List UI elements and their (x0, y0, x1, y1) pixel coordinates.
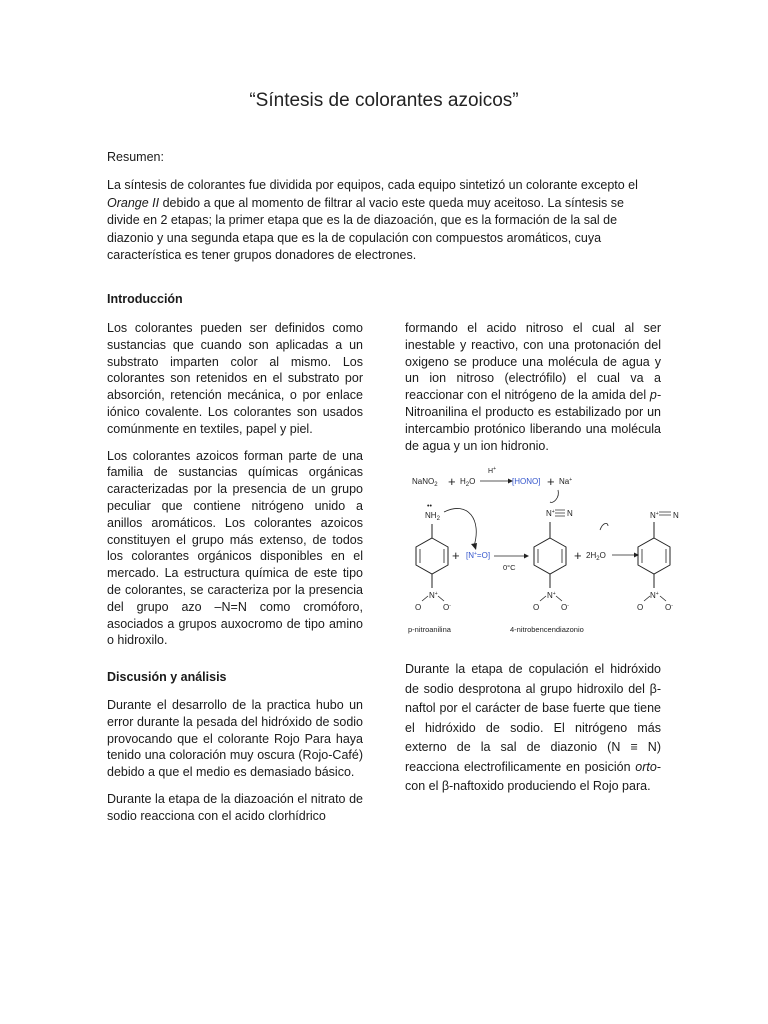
resumen-text-end: debido a que al momento de filtrar al vacio este queda muy aceitoso. La síntesis se divide en 2 etapas; la primer etapa que es la de diazoación, que es la formación de la sal de diazonio y una segunda etapa que es la de copulación con compuestos aromáticos, cuya característica es tener grupos donadores de electrones. (107, 195, 624, 262)
product-n1: N+ (650, 511, 659, 520)
no2-o-2b: O- (561, 603, 569, 612)
h2o-label: $H_2O$ (460, 477, 476, 488)
curved-arrow-small (600, 523, 608, 530)
right-column-body-2 (405, 660, 661, 807)
introduccion-paragraph-1: Los colorantes pueden ser definidos como sustancias que cuando son aplicadas a un substrato imparten color al mismo. Los colorantes son retenidos en el substrato por absorción, retención mecánica, o por enlace iónico covalente. Los colorantes son usados comúnmente en textiles, papel y piel. (107, 321, 363, 436)
two-h2o-label: $2H_2O$ (586, 551, 606, 562)
ring-p-nitroanilina (416, 524, 448, 588)
resumen-text-start: La síntesis de colorantes fue dividida por equipos, cada equipo sintetizó un colorante excepto el (107, 178, 638, 192)
reaction-scheme (400, 460, 700, 640)
introduccion-heading: Introducción (107, 292, 183, 306)
no2-n-3: N+ (650, 591, 659, 600)
svg-text:••: •• (427, 503, 432, 510)
right-p2-emphasis: orto (635, 759, 657, 774)
right-p1-start: formando el acido nitroso el cual al ser inestable y reactivo, con una protonación del oxigeno se produce una molécula de agua y un ion nitroso (electrófilo) el cual va a reaccionar con el nitrógeno de la amida del (405, 321, 661, 403)
resumen-paragraph (107, 177, 659, 265)
no2-o-1a: O (415, 603, 422, 612)
nh2-label: $NH_2$ (425, 511, 440, 522)
right-paragraph-1 (405, 320, 661, 454)
no2-o-3b: O- (665, 603, 673, 612)
right-column-body-1 (405, 320, 661, 464)
label-p-nitroanilina: p-nitroanilina (408, 625, 451, 634)
ring-diazonio (534, 522, 566, 588)
discusion-paragraph-2: Durante la etapa de la diazoación el nitrato de sodio reacciona con el acido clorhídrico (107, 791, 363, 823)
no2-n-1: N+ (429, 591, 438, 600)
hono-label: [HONO] (512, 477, 541, 486)
plus-sign-1: + (448, 474, 456, 489)
diazo-n2: N (567, 509, 573, 518)
nitrosonium-label: [N+=O] (466, 551, 491, 560)
right-paragraph-2 (405, 660, 661, 797)
plus-sign-2: + (452, 548, 460, 563)
label-nitrobencendiazonio: 4-nitrobencendiazonio (510, 625, 584, 634)
product-n2: N (673, 511, 679, 520)
discusion-heading: Discusión y análisis (107, 670, 227, 684)
resumen-emphasis: Orange II (107, 195, 160, 210)
no2-o-1b: O- (443, 603, 451, 612)
discusion-body (107, 697, 363, 835)
no2-o-3a: O (637, 603, 644, 612)
temperature-label: 0°C (503, 563, 516, 572)
h-plus-label: H+ (488, 466, 496, 475)
diazo-n1: N+ (546, 509, 555, 518)
nano2-label: NaNO$_2$ (412, 477, 438, 488)
curved-arrow-hono (550, 490, 558, 502)
ring-product (638, 522, 670, 588)
page-title: “Síntesis de colorantes azoicos” (249, 90, 519, 111)
plus-sign-3: + (574, 548, 582, 563)
introduccion-body (107, 320, 363, 659)
right-p2-start: Durante la etapa de copulación el hidróxido de sodio desprotona al grupo hidroxilo del β-naftol por el carácter de base fuerte que tiene el hidróxido de sodio. El nitrógeno más externo de la sal de diazonio (N ≡ N) reacciona electrofilicamente en posición (405, 662, 661, 774)
no2-o-2a: O (533, 603, 540, 612)
right-p2-end: -con el β-naftoxido produciendo el Rojo para. (405, 759, 661, 793)
curved-arrow-amine (444, 508, 476, 546)
right-p1-end: Nitroanilina el producto es estabilizado por un intercambio protónico liberando una molécula de agua y un ion hidronio. (405, 404, 661, 453)
plus-sign-na: + (547, 474, 555, 489)
resumen-label: Resumen: (107, 150, 164, 164)
discusion-paragraph-1: Durante el desarrollo de la practica hubo un error durante la pesada del hidróxido de sodio provocando que el colorante Rojo Para haya tenido una coloración muy oscura (Rojo-Café) debido a que el medio es demasiado básico. (107, 698, 363, 780)
na-label: Na+ (559, 477, 573, 486)
no2-n-2: N+ (547, 591, 556, 600)
introduccion-paragraph-2: Los colorantes azoicos forman parte de una familia de sustancias químicas orgánicas caracterizadas por la presencia de un grupo peculiar que contiene nitrógeno unido a anillos aromáticos. Los colorantes azoicos constituyen el grupo más extenso, de todos los colorantes orgánicos disponibles en el mercado. La estructura química de este tipo de colorantes, se caracteriza por la presencia del grupo azo –N=N como cromóforo, asociados a grupos auxocromo de tipo amino o hidroxilo. (107, 448, 363, 648)
right-p1-emphasis: p- (649, 388, 661, 403)
